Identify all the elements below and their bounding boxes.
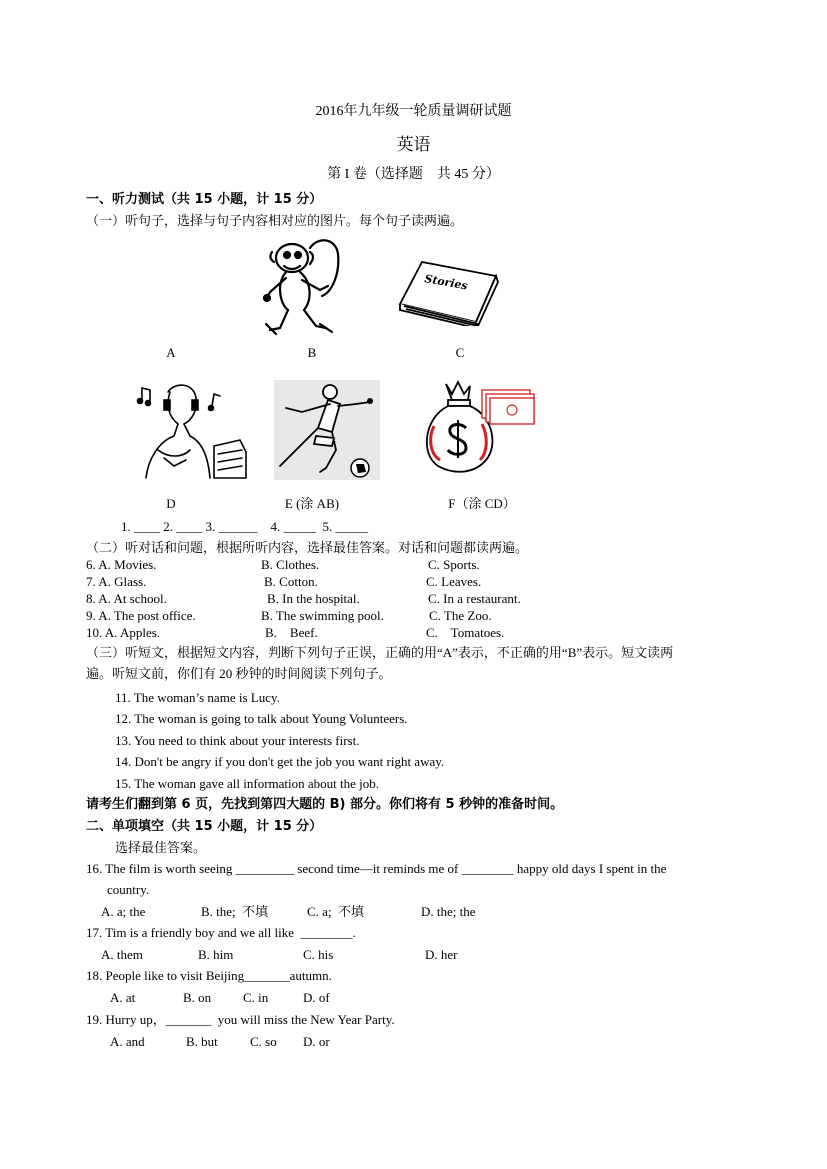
turn-page-note: 请考生们翻到第 6 页，先找到第四大题的 B) 部分。你们将有 5 秒钟的准备时间。 — [86, 797, 564, 812]
q18-option-c: C. in — [243, 990, 269, 1005]
soccer-player-picture — [274, 380, 380, 480]
q7-option-b: B. Cotton. — [264, 574, 318, 589]
part1-heading: 一、听力测试（共 15 小题，计 15 分） — [86, 192, 323, 207]
part2-heading: 二、单项填空（共 15 小题，计 15 分） — [86, 819, 323, 834]
q10-option-a: 10. A. Apples. — [86, 625, 161, 640]
q8-option-b: B. In the hospital. — [267, 591, 360, 606]
q17-option-b: B. him — [198, 947, 234, 962]
sub1-instruction: （一）听句子，选择与句子内容相对应的图片。每个句子读两遍。 — [86, 213, 464, 228]
music-listener-picture — [128, 380, 248, 482]
q17-option-d: D. her — [425, 947, 458, 962]
q9-option-c: C. The Zoo. — [429, 608, 492, 623]
picture-label-b: B — [307, 345, 317, 360]
q8-option-c: C. In a restaurant. — [428, 591, 521, 606]
q7-option-c: C. Leaves. — [426, 574, 482, 589]
q16-option-b: B. the; 不填 — [201, 904, 269, 919]
q18-option-d: D. of — [303, 990, 330, 1005]
picture-label-d: D — [166, 496, 176, 511]
section-title: 第 I 卷（选择题 共 45 分） — [327, 167, 500, 182]
sub2-instruction: （二）听对话和问题，根据所听内容，选择最佳答案。对话和问题都读两遍。 — [86, 540, 529, 555]
q19-option-d: D. or — [303, 1034, 330, 1049]
monkey-picture — [262, 234, 344, 336]
q19-option-b: B. but — [186, 1034, 218, 1049]
statement-13: 13. You need to think about your interests first. — [115, 733, 360, 748]
sub3-instruction-line2: 遍。听短文前，你们有 20 秒钟的时间阅读下列句子。 — [86, 666, 392, 681]
statement-11: 11. The woman’s name is Lucy. — [115, 690, 280, 705]
q6-option-c: C. Sports. — [428, 557, 480, 572]
q19-stem: 19. Hurry up，_______ you will miss the New Year Party. — [86, 1012, 395, 1027]
q16-stem-line1: 16. The film is worth seeing _________ second time—it reminds me of ________ happy old days I spent in the — [86, 861, 667, 876]
q8-option-a: 8. A. At school. — [86, 591, 167, 606]
sub3-instruction-line1: （三）听短文，根据短文内容，判断下列句子正误，正确的用“A”表示，不正确的用“B”表示。短文读两 — [86, 645, 674, 660]
q16-option-c: C. a; 不填 — [307, 904, 365, 919]
q16-option-d: D. the; the — [421, 904, 476, 919]
q10-option-b: B. Beef. — [265, 625, 318, 640]
picture-label-f: F（涂 CD） — [448, 496, 516, 511]
q19-option-a: A. and — [110, 1034, 145, 1049]
q18-option-b: B. on — [183, 990, 212, 1005]
q10-option-c: C. Tomatoes. — [426, 625, 505, 640]
q16-option-a: A. a; the — [101, 904, 146, 919]
statement-15: 15. The woman gave all information about the job. — [115, 776, 380, 791]
q6-option-a: 6. A. Movies. — [86, 557, 157, 572]
book-picture — [394, 256, 500, 326]
statement-12: 12. The woman is going to talk about Young Volunteers. — [115, 711, 408, 726]
statement-14: 14. Don't be angry if you don't get the job you want right away. — [115, 754, 445, 769]
q16-stem-line2: country. — [107, 882, 150, 897]
subject-title: 英语 — [396, 135, 431, 154]
picture-label-e: E (涂 AB) — [284, 496, 340, 511]
q17-option-c: C. his — [303, 947, 334, 962]
q6-option-b: B. Clothes. — [261, 557, 320, 572]
q9-option-a: 9. A. The post office. — [86, 608, 196, 623]
q7-option-a: 7. A. Glass. — [86, 574, 147, 589]
q17-option-a: A. them — [101, 947, 143, 962]
q9-option-b: B. The swimming pool. — [261, 608, 384, 623]
q18-option-a: A. at — [110, 990, 136, 1005]
picture-label-c: C — [455, 345, 465, 360]
exam-title: 2016年九年级一轮质量调研试题 — [315, 104, 512, 119]
money-picture — [418, 378, 538, 478]
q17-stem: 17. Tim is a friendly boy and we all like ________. — [86, 925, 356, 940]
answer-blanks: 1. ____ 2. ____ 3. ______ 4. _____ 5. _____ — [121, 519, 368, 534]
part2-instruction: 选择最佳答案。 — [115, 840, 207, 855]
book-title: Stories — [423, 272, 469, 293]
q18-stem: 18. People like to visit Beijing_______autumn. — [86, 968, 332, 983]
picture-label-a: A — [166, 345, 176, 360]
q19-option-c: C. so — [250, 1034, 277, 1049]
